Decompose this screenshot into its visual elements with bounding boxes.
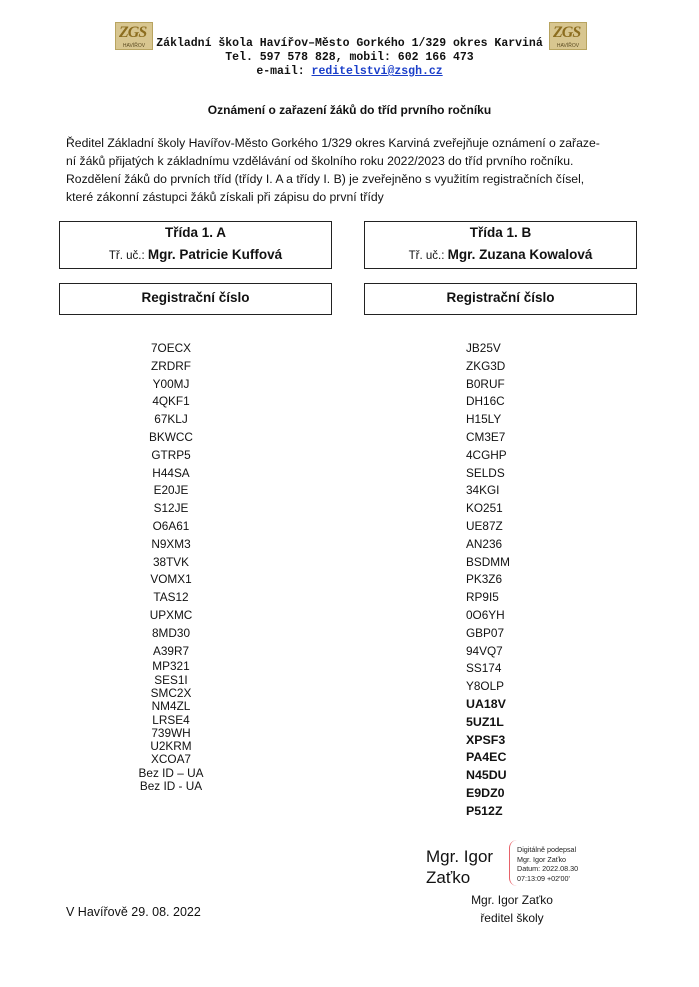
digital-signature-line: Mgr. Igor Zaťko bbox=[517, 854, 567, 864]
registration-code: UE87Z bbox=[466, 518, 503, 533]
registration-code: Y8OLP bbox=[466, 679, 505, 694]
intro-line: ní žáků přijatých k základnímu vzdělávání od školního roku 2022/2023 do tříd prvního ročníku. bbox=[66, 154, 574, 168]
intro-line: Rozdělení žáků do prvních tříd (třídy I. A a třídy I. B) je zveřejněno s využitím registračních čísel, bbox=[66, 172, 585, 186]
registration-code: H15LY bbox=[466, 412, 502, 427]
registration-code: 739WH bbox=[151, 725, 191, 740]
registration-code: N9XM3 bbox=[151, 536, 191, 551]
class-b-code-list bbox=[466, 340, 576, 821]
logo-mark: ZGS bbox=[553, 24, 581, 41]
registration-code: PK3Z6 bbox=[466, 572, 503, 587]
registration-code: PA4EC bbox=[466, 750, 507, 765]
teacher-prefix: Tř. uč.: bbox=[408, 250, 448, 262]
class-b-title: Třída 1. B bbox=[469, 225, 532, 240]
registration-code: RP9I5 bbox=[466, 590, 499, 605]
registration-code: SMC2X bbox=[150, 685, 192, 700]
registration-code: DH16C bbox=[466, 394, 505, 409]
intro-line: které zákonní zástupci žáků získali při zápisu do první třídy bbox=[66, 190, 384, 204]
class-a-title: Třída 1. A bbox=[164, 225, 226, 240]
registration-code: 34KGI bbox=[466, 483, 500, 498]
teacher-prefix: Tř. uč.: bbox=[108, 250, 148, 262]
registration-code: XPSF3 bbox=[466, 732, 506, 747]
registration-code: ZRDRF bbox=[151, 358, 191, 373]
registration-code: H44SA bbox=[152, 465, 190, 480]
intro-line: Ředitel Základní školy Havířov-Město Gorkého 1/329 okres Karviná zveřejňuje oznámení o zařaze- bbox=[66, 136, 600, 150]
registration-code: 0O6YH bbox=[466, 607, 505, 622]
school-email-line bbox=[0, 65, 699, 79]
registration-code: A39R7 bbox=[152, 643, 190, 658]
registration-code: CM3E7 bbox=[466, 429, 506, 444]
email-link[interactable]: reditelstvi@zsgh.cz bbox=[311, 65, 443, 78]
registration-code: B0RUF bbox=[466, 376, 505, 391]
class-b-box bbox=[364, 221, 637, 269]
registration-code: 4CGHP bbox=[466, 447, 507, 462]
class-a-reg-header: Registrační číslo bbox=[141, 290, 250, 305]
logo-caption: HAVÍŘOV bbox=[556, 43, 580, 49]
registration-code: 38TVK bbox=[152, 554, 190, 569]
registration-code: 4QKF1 bbox=[152, 394, 190, 409]
registration-code: E20JE bbox=[153, 483, 189, 498]
place-date: V Havířově 29. 08. 2022 bbox=[66, 905, 201, 919]
school-phone: Tel. 597 578 828, mobil: 602 166 473 bbox=[225, 51, 474, 64]
signer-name: Mgr. Igor Zaťko bbox=[471, 893, 553, 907]
registration-code: U2KRM bbox=[150, 739, 192, 754]
signer-title: ředitel školy bbox=[480, 911, 544, 925]
digital-signature-info bbox=[517, 845, 578, 883]
registration-code: MP321 bbox=[152, 659, 190, 674]
class-b-reg-header-box bbox=[364, 283, 637, 315]
registration-code: KO251 bbox=[466, 501, 503, 516]
registration-code: BSDMM bbox=[466, 554, 510, 569]
registration-code: Bez ID – UA bbox=[138, 765, 204, 780]
email-prefix: e-mail: bbox=[256, 65, 312, 78]
registration-code: 94VQ7 bbox=[466, 643, 503, 658]
registration-code: SES1I bbox=[154, 672, 188, 687]
class-a-teacher bbox=[60, 247, 331, 262]
signature-name bbox=[426, 846, 493, 888]
registration-code: E9DZ0 bbox=[466, 785, 505, 800]
teacher-name: Mgr. Patricie Kuffová bbox=[147, 247, 283, 262]
signature-name-line: Zaťko bbox=[426, 868, 471, 887]
registration-code: LRSE4 bbox=[152, 712, 190, 727]
digital-signature-line: Digitálně podepsal bbox=[517, 845, 577, 854]
signer-block bbox=[470, 891, 554, 927]
registration-code: UPXMC bbox=[149, 607, 193, 622]
logo-mark: ZGS bbox=[119, 24, 147, 41]
registration-code: UA18V bbox=[466, 696, 506, 711]
registration-code: AN236 bbox=[466, 536, 503, 551]
digital-signature-line: Datum: 2022.08.30 bbox=[517, 864, 579, 874]
signature-name-line: Mgr. Igor bbox=[426, 847, 494, 866]
registration-code: S12JE bbox=[153, 501, 189, 516]
class-b-teacher bbox=[365, 247, 636, 262]
class-a-reg-header-box bbox=[59, 283, 332, 315]
notice-title: Oznámení o zařazení žáků do tříd prvního ročníku bbox=[207, 103, 492, 117]
registration-code: SELDS bbox=[466, 465, 505, 480]
registration-code: VOMX1 bbox=[150, 572, 192, 587]
registration-code: XCOA7 bbox=[151, 752, 191, 767]
registration-code: NM4ZL bbox=[151, 699, 191, 714]
registration-code: GTRP5 bbox=[151, 447, 191, 462]
registration-code: Y00MJ bbox=[152, 376, 190, 391]
registration-code: O6A61 bbox=[152, 518, 190, 533]
digital-signature-line: 07:13:09 +02'00' bbox=[517, 873, 570, 883]
intro-paragraph bbox=[66, 134, 638, 206]
registration-code: 7OECX bbox=[151, 341, 191, 355]
registration-code: Bez ID - UA bbox=[139, 779, 203, 794]
registration-code: P512Z bbox=[466, 803, 503, 818]
logo-caption: HAVÍŘOV bbox=[122, 43, 146, 49]
registration-code: 67KLJ bbox=[154, 412, 188, 427]
teacher-name: Mgr. Zuzana Kowalová bbox=[447, 247, 593, 262]
class-b-reg-header: Registrační číslo bbox=[446, 290, 555, 305]
registration-code: BKWCC bbox=[149, 429, 193, 444]
registration-code: 8MD30 bbox=[151, 625, 191, 640]
registration-code: ZKG3D bbox=[466, 358, 506, 373]
registration-code: TAS12 bbox=[153, 590, 189, 605]
registration-code: 5UZ1L bbox=[466, 714, 504, 729]
registration-code: SS174 bbox=[466, 661, 502, 676]
registration-code: JB25V bbox=[466, 341, 501, 355]
class-a-code-list bbox=[116, 340, 226, 793]
registration-code: N45DU bbox=[466, 768, 507, 783]
registration-code: GBP07 bbox=[466, 625, 505, 640]
class-a-box bbox=[59, 221, 332, 269]
school-name: Základní škola Havířov–Město Gorkého 1/329 okres Karviná bbox=[156, 37, 543, 50]
